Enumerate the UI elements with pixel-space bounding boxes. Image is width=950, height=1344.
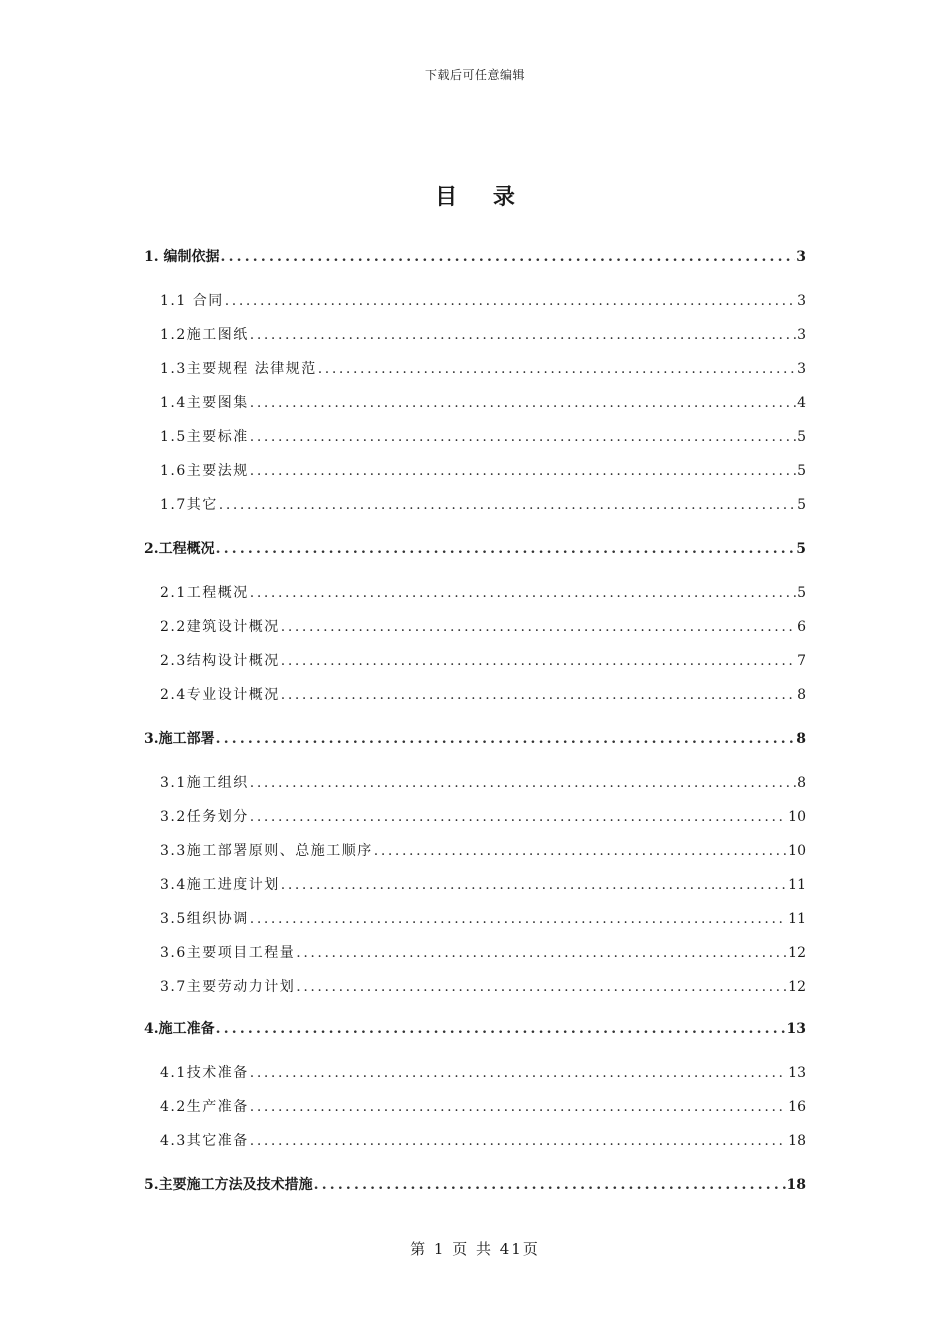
toc-section-entry[interactable] [160, 1130, 806, 1150]
toc-section-entry[interactable] [160, 684, 806, 704]
toc-page-number: 5 [797, 429, 806, 445]
toc-section-entry[interactable] [160, 874, 806, 894]
header-note: 下载后可任意编辑 [424, 68, 525, 82]
toc-section-entry[interactable] [160, 392, 806, 412]
toc-page-number: 3 [797, 327, 806, 343]
toc-entry-title: 4.3其它准备 [160, 1133, 249, 1149]
toc-section-entry[interactable] [160, 582, 806, 602]
toc-chapter-entry[interactable] [144, 728, 806, 748]
toc-dot-leader [296, 979, 787, 995]
toc-dot-leader [318, 361, 796, 377]
toc-section-entry[interactable] [160, 616, 806, 636]
toc-page-number: 12 [788, 945, 806, 961]
toc-page-number: 8 [797, 687, 806, 703]
toc-entry-title: 3.2任务划分 [160, 809, 249, 825]
toc-page-number: 5 [797, 585, 806, 601]
toc-page-number: 7 [797, 653, 806, 669]
toc-section-entry[interactable] [160, 772, 806, 792]
toc-chapter-entry[interactable] [144, 1174, 806, 1194]
toc-entry-title: 3.4施工进度计划 [160, 877, 280, 893]
toc-page-number: 8 [796, 731, 806, 747]
toc-page-number: 6 [797, 619, 806, 635]
toc-dot-leader [250, 429, 796, 445]
toc-title: 目 录 [435, 184, 529, 210]
toc-page-number: 8 [797, 775, 806, 791]
toc-page-number: 11 [788, 911, 806, 927]
toc-entry-title: 2.1工程概况 [160, 585, 249, 601]
toc-dot-leader [250, 775, 796, 791]
toc-page-number: 13 [788, 1065, 806, 1081]
toc-dot-leader [281, 877, 787, 893]
toc-page-number: 5 [797, 497, 806, 513]
toc-section-entry[interactable] [160, 976, 806, 996]
toc-dot-leader [250, 809, 787, 825]
toc-chapter-entry[interactable] [144, 538, 806, 558]
toc-entry-title: 3.7主要劳动力计划 [160, 979, 296, 995]
toc-dot-leader [250, 911, 787, 927]
toc-entry-title: 3.施工部署 [144, 731, 215, 747]
toc-entry-title: 5.主要施工方法及技术措施 [144, 1177, 313, 1193]
toc-dot-leader [314, 1177, 786, 1193]
toc-dot-leader [250, 395, 796, 411]
toc-entry-title: 2.3结构设计概况 [160, 653, 280, 669]
toc-section-entry[interactable] [160, 290, 806, 310]
toc-page-number: 4 [797, 395, 806, 411]
toc-section-entry[interactable] [160, 460, 806, 480]
toc-entry-title: 3.6主要项目工程量 [160, 945, 296, 961]
toc-dot-leader [296, 945, 787, 961]
toc-page-number: 11 [788, 877, 806, 893]
toc-entry-title: 2.2建筑设计概况 [160, 619, 280, 635]
toc-chapter-entry[interactable] [144, 246, 806, 266]
toc-entry-title: 4.施工准备 [144, 1021, 215, 1037]
toc-dot-leader [250, 1099, 787, 1115]
toc-section-entry[interactable] [160, 942, 806, 962]
toc-entry-title: 4.2生产准备 [160, 1099, 249, 1115]
toc-dot-leader [250, 1065, 787, 1081]
toc-entry-title: 3.5组织协调 [160, 911, 249, 927]
toc-dot-leader [250, 1133, 787, 1149]
toc-page-number: 13 [786, 1021, 806, 1037]
toc-page-number: 16 [788, 1099, 806, 1115]
toc-page-number: 18 [788, 1133, 806, 1149]
toc-entry-title: 1.1 合同 [160, 293, 224, 309]
toc-page-number: 5 [797, 463, 806, 479]
toc-page-number: 5 [796, 541, 806, 557]
toc-entry-title: 1.2施工图纸 [160, 327, 249, 343]
toc-page-number: 12 [788, 979, 806, 995]
toc-section-entry[interactable] [160, 324, 806, 344]
toc-section-entry[interactable] [160, 494, 806, 514]
toc-dot-leader [250, 585, 796, 601]
toc-dot-leader [216, 541, 796, 557]
toc-entry-title: 1.5主要标准 [160, 429, 249, 445]
toc-dot-leader [281, 687, 796, 703]
toc-dot-leader [250, 463, 796, 479]
toc-section-entry[interactable] [160, 650, 806, 670]
toc-entry-title: 1.6主要法规 [160, 463, 249, 479]
page-indicator: 第 1 页 共 41页 [410, 1240, 540, 1258]
toc-entry-title: 2.工程概况 [144, 541, 215, 557]
toc-dot-leader [216, 731, 796, 747]
toc-dot-leader [250, 327, 796, 343]
toc-section-entry[interactable] [160, 1096, 806, 1116]
toc-entry-title: 1.7其它 [160, 497, 218, 513]
toc-page-number: 3 [797, 361, 806, 377]
toc-page-number: 3 [796, 249, 806, 265]
toc-dot-leader [281, 653, 796, 669]
toc-entry-title: 1. 编制依据 [144, 249, 220, 265]
toc-section-entry[interactable] [160, 1062, 806, 1082]
toc-dot-leader [374, 843, 787, 859]
toc-section-entry[interactable] [160, 426, 806, 446]
toc-section-entry[interactable] [160, 840, 806, 860]
toc-page-number: 10 [788, 843, 806, 859]
toc-dot-leader [221, 249, 796, 265]
toc-page-number: 10 [788, 809, 806, 825]
toc-dot-leader [225, 293, 796, 309]
toc-section-entry[interactable] [160, 806, 806, 826]
toc-section-entry[interactable] [160, 358, 806, 378]
toc-entry-title: 4.1技术准备 [160, 1065, 249, 1081]
toc-section-entry[interactable] [160, 908, 806, 928]
toc-dot-leader [216, 1021, 786, 1037]
toc-page-number: 18 [786, 1177, 806, 1193]
toc-chapter-entry[interactable] [144, 1018, 806, 1038]
toc-entry-title: 3.3施工部署原则、总施工顺序 [160, 843, 373, 859]
toc-dot-leader [219, 497, 796, 513]
toc-entry-title: 2.4专业设计概况 [160, 687, 280, 703]
toc-page-number: 3 [797, 293, 806, 309]
toc-dot-leader [281, 619, 796, 635]
toc-entry-title: 3.1施工组织 [160, 775, 249, 791]
toc-entry-title: 1.3主要规程 法律规范 [160, 361, 317, 377]
toc-entry-title: 1.4主要图集 [160, 395, 249, 411]
